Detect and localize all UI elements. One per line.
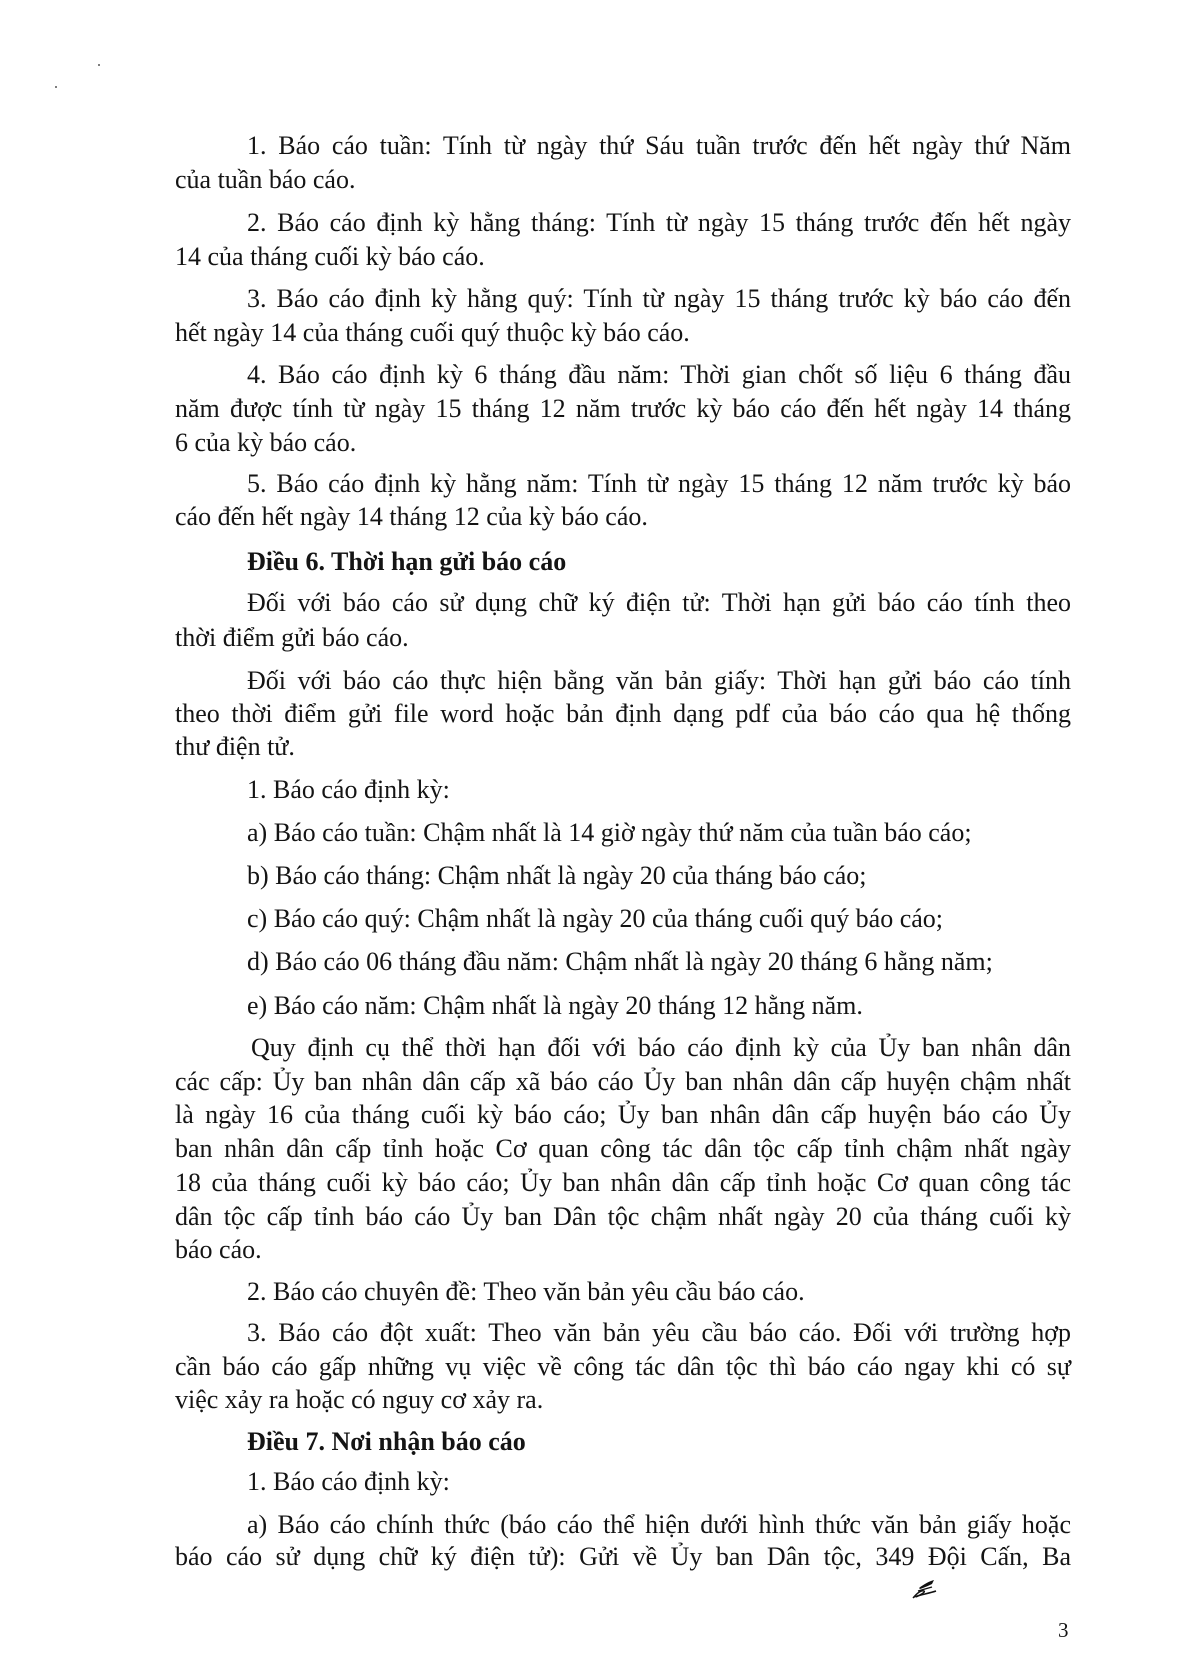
list-item: 1. Báo cáo định kỳ: (247, 1467, 450, 1496)
list-item: 1. Báo cáo định kỳ: (247, 775, 450, 804)
paragraph-line: thư điện tử. (175, 732, 295, 761)
section-heading-article-6: Điều 6. Thời hạn gửi báo cáo (247, 547, 567, 576)
paragraph-line: là ngày 16 của tháng cuối kỳ báo cáo; Ủy ban nhân dân cấp huyện báo cáo Ủy (175, 1100, 1071, 1129)
paragraph-line: báo cáo sử dụng chữ ký điện tử): Gửi về Ủy ban Dân tộc, 349 Đội Cấn, Ba (175, 1542, 1071, 1571)
scan-speck (55, 86, 57, 88)
list-item: d) Báo cáo 06 tháng đầu năm: Chậm nhất là ngày 20 tháng 6 hằng năm; (247, 947, 993, 976)
list-item: e) Báo cáo năm: Chậm nhất là ngày 20 tháng 12 hằng năm. (247, 991, 863, 1020)
paragraph-line: 3. Báo cáo định kỳ hằng quý: Tính từ ngày 15 tháng trước kỳ báo cáo đến (247, 284, 1071, 313)
paragraph-line: việc xảy ra hoặc có nguy cơ xảy ra. (175, 1385, 544, 1414)
paragraph-line: Đối với báo cáo sử dụng chữ ký điện tử: Thời hạn gửi báo cáo tính theo (247, 588, 1071, 617)
paragraph-line: của tuần báo cáo. (175, 165, 356, 194)
paragraph-line: 6 của kỳ báo cáo. (175, 428, 357, 457)
list-item: a) Báo cáo tuần: Chậm nhất là 14 giờ ngày thứ năm của tuần báo cáo; (247, 818, 972, 847)
paragraph-line: các cấp: Ủy ban nhân dân cấp xã báo cáo Ủy ban nhân dân cấp huyện chậm nhất (175, 1067, 1071, 1096)
list-item: 2. Báo cáo chuyên đề: Theo văn bản yêu cầu báo cáo. (247, 1277, 805, 1306)
paragraph-line: 2. Báo cáo định kỳ hằng tháng: Tính từ ngày 15 tháng trước đến hết ngày (247, 208, 1071, 237)
paragraph-line: năm được tính từ ngày 15 tháng 12 năm trước kỳ báo cáo đến hết ngày 14 tháng (175, 394, 1071, 423)
paragraph-line: báo cáo. (175, 1235, 262, 1264)
paragraph-line: dân tộc cấp tỉnh báo cáo Ủy ban Dân tộc chậm nhất ngày 20 của tháng cuối kỳ (175, 1202, 1071, 1231)
paragraph-line: 5. Báo cáo định kỳ hằng năm: Tính từ ngày 15 tháng 12 năm trước kỳ báo (247, 469, 1071, 498)
scan-speck (98, 64, 100, 66)
paragraph-line: ban nhân dân cấp tỉnh hoặc Cơ quan công tác dân tộc cấp tỉnh chậm nhất ngày (175, 1134, 1071, 1163)
section-heading-article-7: Điều 7. Nơi nhận báo cáo (247, 1427, 526, 1456)
paragraph-line: 3. Báo cáo đột xuất: Theo văn bản yêu cầu báo cáo. Đối với trường hợp (247, 1318, 1071, 1347)
paragraph-line: 1. Báo cáo tuần: Tính từ ngày thứ Sáu tuần trước đến hết ngày thứ Năm (247, 131, 1071, 160)
paragraph-line: a) Báo cáo chính thức (báo cáo thể hiện dưới hình thức văn bản giấy hoặc (247, 1510, 1071, 1539)
paragraph-line: 14 của tháng cuối kỳ báo cáo. (175, 242, 485, 271)
list-item: c) Báo cáo quý: Chậm nhất là ngày 20 của tháng cuối quý báo cáo; (247, 904, 944, 933)
paragraph-line: hết ngày 14 của tháng cuối quý thuộc kỳ báo cáo. (175, 318, 690, 347)
list-item: b) Báo cáo tháng: Chậm nhất là ngày 20 của tháng báo cáo; (247, 861, 867, 890)
paragraph-line: thời điểm gửi báo cáo. (175, 623, 409, 652)
paragraph-line: cáo đến hết ngày 14 tháng 12 của kỳ báo cáo. (175, 502, 648, 531)
handwritten-initials-mark (910, 1578, 940, 1600)
paragraph-line: Quy định cụ thể thời hạn đối với báo cáo định kỳ của Ủy ban nhân dân (251, 1033, 1071, 1062)
paragraph-line: 4. Báo cáo định kỳ 6 tháng đầu năm: Thời gian chốt số liệu 6 tháng đầu (247, 360, 1071, 389)
paragraph-line: Đối với báo cáo thực hiện bằng văn bản giấy: Thời hạn gửi báo cáo tính (247, 666, 1071, 695)
paragraph-line: 18 của tháng cuối kỳ báo cáo; Ủy ban nhân dân cấp tỉnh hoặc Cơ quan công tác (175, 1168, 1071, 1197)
paragraph-line: cần báo cáo gấp những vụ việc về công tác dân tộc thì báo cáo ngay khi có sự (175, 1352, 1071, 1381)
paragraph-line: theo thời điểm gửi file word hoặc bản định dạng pdf của báo cáo qua hệ thống (175, 699, 1071, 728)
page-number: 3 (1058, 1618, 1069, 1642)
